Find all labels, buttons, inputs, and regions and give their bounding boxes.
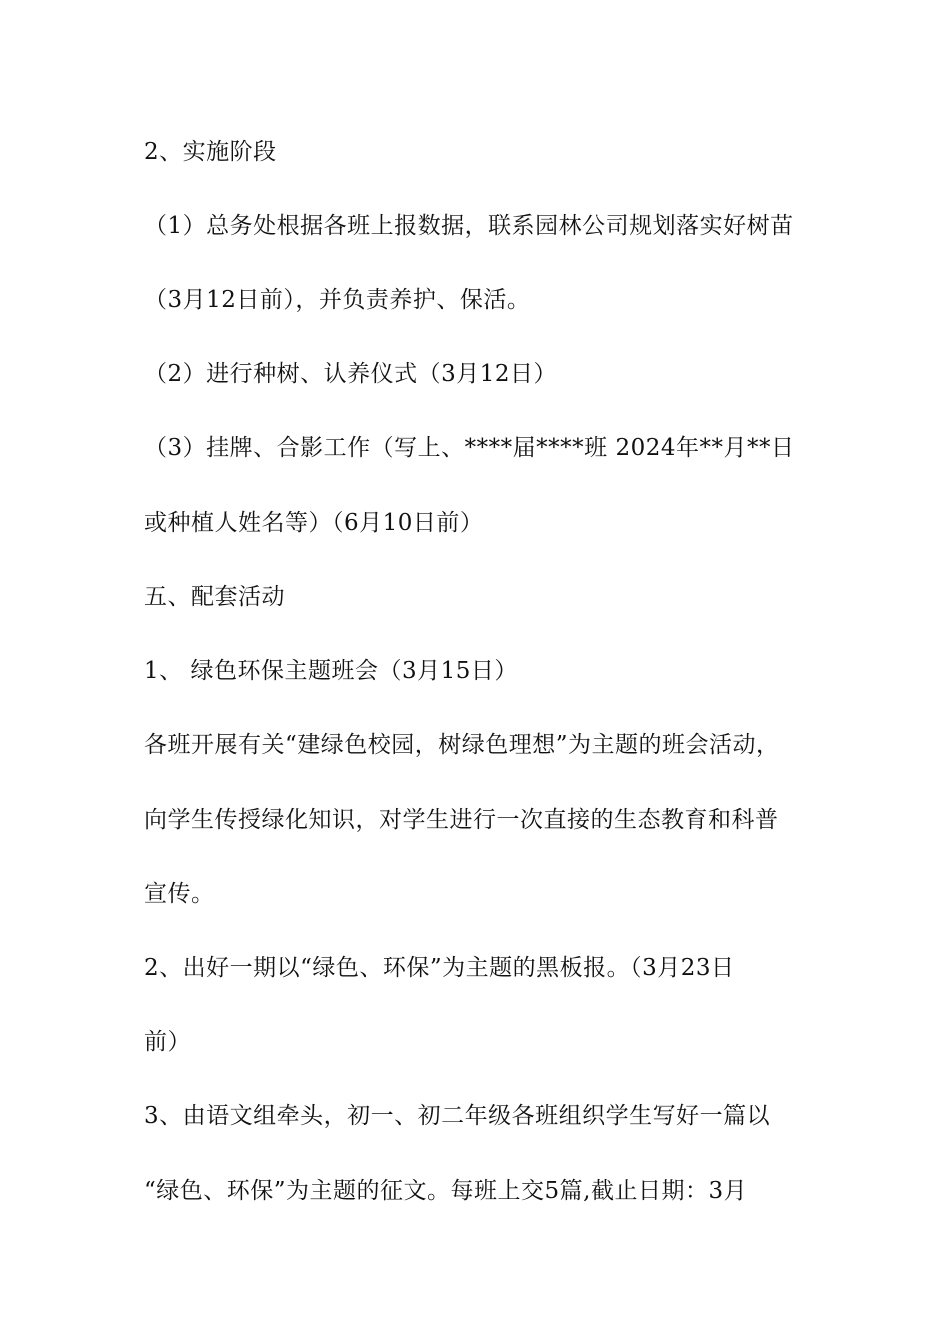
- section-heading-implementation-stage: 2、实施阶段: [144, 139, 277, 165]
- section-heading-supporting-activities: 五、配套活动: [144, 584, 285, 610]
- paragraph-line: 宣传。: [144, 881, 215, 907]
- paragraph-line: （3月12日前），并负责养护、保活。: [144, 287, 531, 313]
- paragraph-line: （3）挂牌、合影工作（写上、****届****班 2024年**月**日: [144, 435, 795, 461]
- paragraph-line: “绿色、环保”为主题的征文。每班上交5篇,截止日期：3月: [144, 1178, 748, 1204]
- item-heading: 2、出好一期以“绿色、环保”为主题的黑板报。（3月23日: [144, 955, 735, 981]
- item-heading: 1、 绿色环保主题班会（3月15日）: [144, 658, 518, 684]
- paragraph-line: 向学生传授绿化知识，对学生进行一次直接的生态教育和科普: [144, 807, 779, 833]
- paragraph-line: 各班开展有关“建绿色校园，树绿色理想”为主题的班会活动，: [144, 732, 780, 758]
- paragraph-line: 前）: [144, 1029, 191, 1055]
- paragraph-line: （1）总务处根据各班上报数据，联系园林公司规划落实好树苗: [144, 213, 794, 239]
- paragraph-line: 或种植人姓名等）（6月10日前）: [144, 510, 484, 536]
- item-heading: 3、由语文组牵头，初一、初二年级各班组织学生写好一篇以: [144, 1103, 771, 1129]
- paragraph-line: （2）进行种树、认养仪式（3月12日）: [144, 361, 558, 387]
